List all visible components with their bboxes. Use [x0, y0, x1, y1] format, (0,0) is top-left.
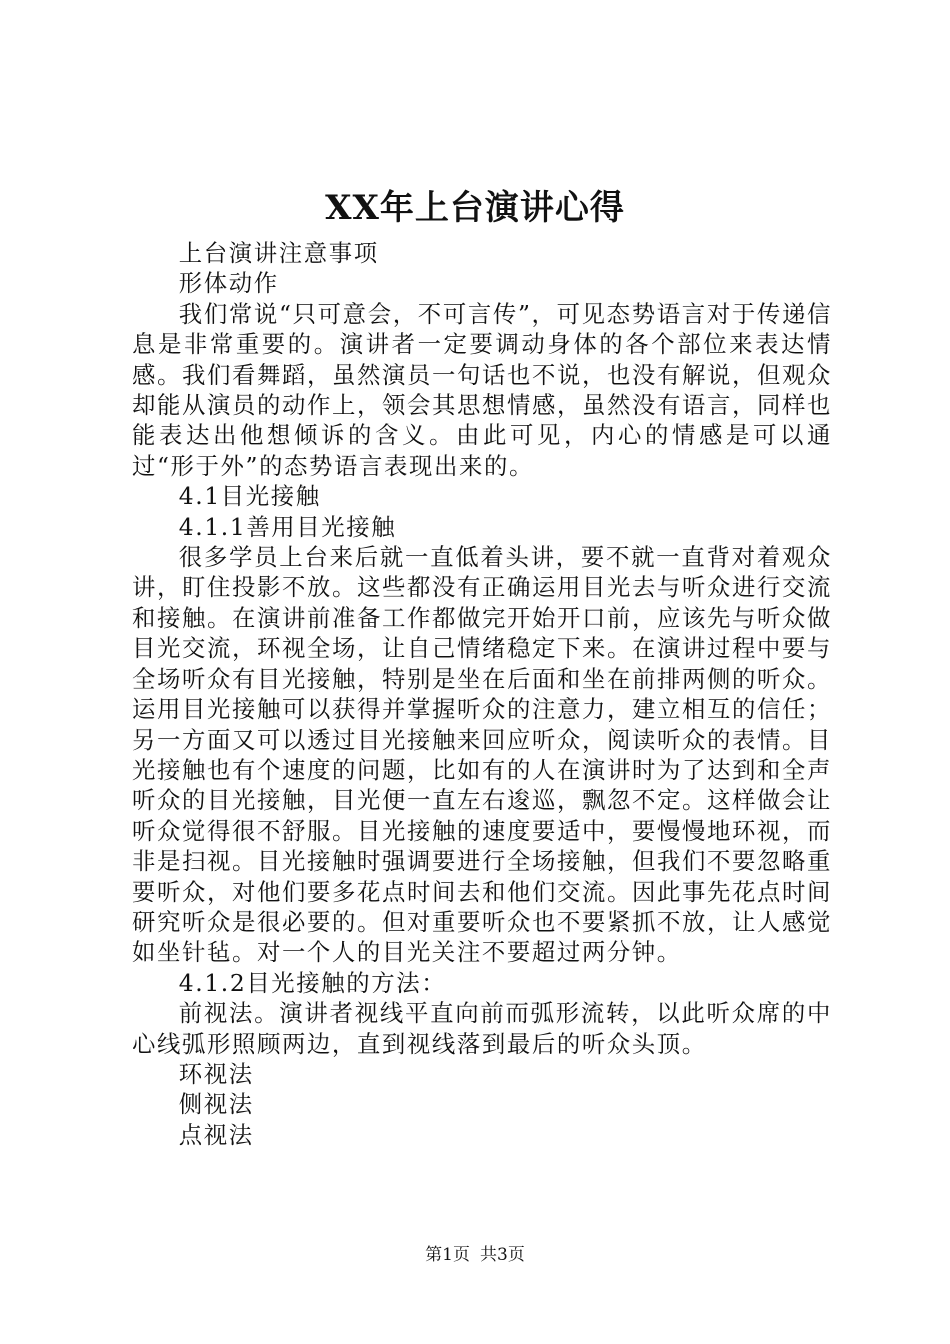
paragraph-body-language: 我们常说“只可意会，不可言传”，可见态势语言对于传递信息是非常重要的。演讲者一定要调动身体的各个部位来表达情感。我们看舞蹈，虽然演员一句话也不说，也没有解说，但观众却能从演员的动作上，领会其思想情感，虽然没有语言，同样也能表达出他想倾诉的含义。由此可见，内心的情感是可以通过“形于外”的态势语言表现出来的。	[132, 299, 832, 480]
section-heading-4-1-2: 4.1.2目光接触的方法：	[178, 968, 447, 997]
list-item-point-view: 点视法	[178, 1120, 254, 1149]
paragraph-front-view: 前视法。演讲者视线平直向前而弧形流转，以此听众席的中心线弧形照顾两边，直到视线落到最后的听众头顶。	[132, 999, 832, 1058]
section-heading-4-1: 4.1目光接触	[178, 482, 321, 511]
section-heading-4-1-1: 4.1.1善用目光接触	[178, 512, 397, 541]
paragraph-eye-contact: 很多学员上台来后就一直低着头讲，要不就一直背对着观众讲，盯住投影不放。这些都没有正确运用目光去与听众进行交流和接触。在演讲前准备工作都做完开始开口前，应该先与听众做目光交流，环视全场，让自己情绪稳定下来。在演讲过程中要与全场听众有目光接触，特别是坐在后面和坐在前排两侧的听众。运用目光接触可以获得并掌握听众的注意力，建立相互的信任；另一方面又可以透过目光接触来回应听众，阅读听众的表情。目光接触也有个速度的问题，比如有的人在演讲时为了达到和全声听众的目光接触，目光便一直左右逡巡，飘忽不定。这样做会让听众觉得很不舒服。目光接触的速度要适中，要慢慢地环视，而非是扫视。目光接触时强调要进行全场接触，但我们不要忽略重要听众，对他们要多花点时间去和他们交流。因此事先花点时间研究听众是很必要的。但对重要听众也不要紧抓不放，让人感觉如坐针毡。对一个人的目光关注不要超过两分钟。	[132, 543, 832, 967]
page-total: 共3页	[480, 1245, 525, 1265]
paragraph-heading-notes: 上台演讲注意事项	[178, 239, 379, 267]
document-title: XX年上台演讲心得	[325, 188, 625, 228]
paragraph-heading-body-language: 形体动作	[178, 269, 279, 298]
list-item-surround-view: 环视法	[178, 1059, 254, 1088]
list-item-side-view: 侧视法	[178, 1090, 254, 1119]
page-number: 第1页	[425, 1245, 470, 1265]
document-body	[132, 238, 832, 1150]
page-footer	[0, 1243, 950, 1267]
